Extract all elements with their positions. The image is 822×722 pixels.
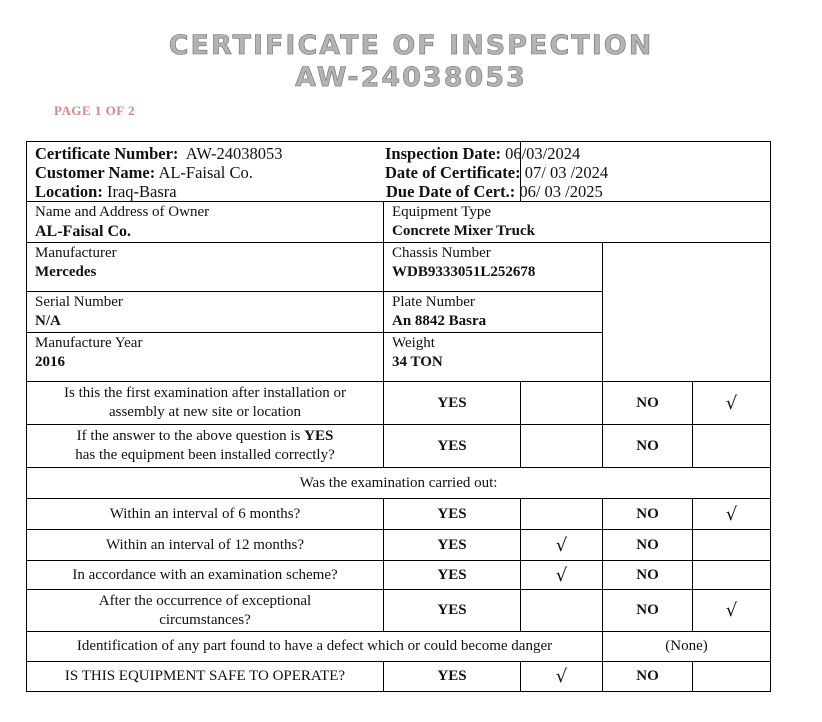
- question-first-exam: Is this the first examination after installation or assembly at new site or location: [27, 382, 384, 425]
- yes-label: YES: [384, 530, 521, 561]
- manufacturer-row: [27, 243, 771, 292]
- question-exceptional: After the occurrence of exceptional circumstances?: [27, 590, 384, 632]
- info-right: [385, 142, 771, 202]
- yes-check-cell: [521, 590, 603, 632]
- yes-check-mark: √: [521, 530, 603, 561]
- question-row-2: [27, 425, 771, 468]
- yes-check-cell: [521, 382, 603, 425]
- defect-row: [27, 632, 771, 662]
- defect-question: Identification of any part found to have a defect which or could become danger: [27, 632, 603, 662]
- certificate-number: Certificate Number: AW-24038053: [35, 144, 283, 163]
- plate-cell: Plate Number An 8842 Basra: [384, 292, 603, 333]
- no-check-cell: [693, 425, 771, 468]
- question-installed-correctly: If the answer to the above question is YES has the equipment been installed correctly?: [27, 425, 384, 468]
- safe-row: [27, 662, 771, 692]
- chassis-cell: Chassis Number WDB9333051L252678: [384, 243, 603, 292]
- yes-check-cell: [521, 499, 603, 530]
- yes-check-mark: √: [521, 561, 603, 590]
- inspection-date: Inspection Date: 06/03/2024: [385, 144, 581, 163]
- customer-name: Customer Name: AL-Faisal Co.: [35, 163, 253, 182]
- question-row-6: [27, 590, 771, 632]
- info-row: [27, 142, 771, 202]
- year-cell: Manufacture Year 2016: [27, 333, 384, 382]
- page-indicator: PAGE 1 OF 2: [54, 103, 135, 118]
- certificate-title: CERTIFICATE OF INSPECTION: [168, 30, 654, 61]
- no-check-mark: √: [693, 499, 771, 530]
- yes-label: YES: [384, 382, 521, 425]
- certificate-id-title: AW-24038053: [295, 62, 527, 93]
- no-check-mark: √: [693, 590, 771, 632]
- manufacturer-cell: Manufacturer Mercedes: [27, 243, 384, 292]
- safe-question: IS THIS EQUIPMENT SAFE TO OPERATE?: [27, 662, 384, 692]
- no-label: NO: [603, 530, 693, 561]
- equipment-type-cell: Equipment Type Concrete Mixer Truck: [384, 202, 771, 243]
- no-label: NO: [603, 425, 693, 468]
- no-label: NO: [603, 561, 693, 590]
- no-label: NO: [603, 590, 693, 632]
- exam-header-row: [27, 468, 771, 499]
- no-label: NO: [603, 499, 693, 530]
- no-label: NO: [603, 662, 693, 692]
- no-check-mark: √: [693, 382, 771, 425]
- question-exam-scheme: In accordance with an examination scheme?: [27, 561, 384, 590]
- question-row-4: [27, 530, 771, 561]
- no-label: NO: [603, 382, 693, 425]
- question-row-5: [27, 561, 771, 590]
- question-12-months: Within an interval of 12 months?: [27, 530, 384, 561]
- serial-cell: Serial Number N/A: [27, 292, 384, 333]
- exam-header: Was the examination carried out:: [27, 468, 771, 499]
- question-row-1: [27, 382, 771, 425]
- weight-cell: Weight 34 TON: [384, 333, 603, 382]
- location: Location: Iraq-Basra: [35, 182, 177, 201]
- yes-label: YES: [384, 425, 521, 468]
- yes-label: YES: [384, 499, 521, 530]
- no-check-cell: [693, 662, 771, 692]
- owner-row: [27, 202, 771, 243]
- question-row-3: [27, 499, 771, 530]
- yes-check-cell: [521, 425, 603, 468]
- due-date: Due Date of Cert.: 06/ 03 /2025: [386, 182, 603, 201]
- blank-cell: [603, 243, 771, 382]
- certificate-date: Date of Certificate: 07/ 03 /2024: [385, 163, 609, 182]
- yes-label: YES: [384, 561, 521, 590]
- defect-value: (None): [603, 632, 771, 662]
- yes-label: YES: [384, 590, 521, 632]
- owner-cell: Name and Address of Owner AL-Faisal Co.: [27, 202, 384, 243]
- no-check-cell: [693, 530, 771, 561]
- inspection-table: [26, 141, 771, 692]
- yes-check-mark: √: [521, 662, 603, 692]
- yes-label: YES: [384, 662, 521, 692]
- no-check-cell: [693, 561, 771, 590]
- question-6-months: Within an interval of 6 months?: [27, 499, 384, 530]
